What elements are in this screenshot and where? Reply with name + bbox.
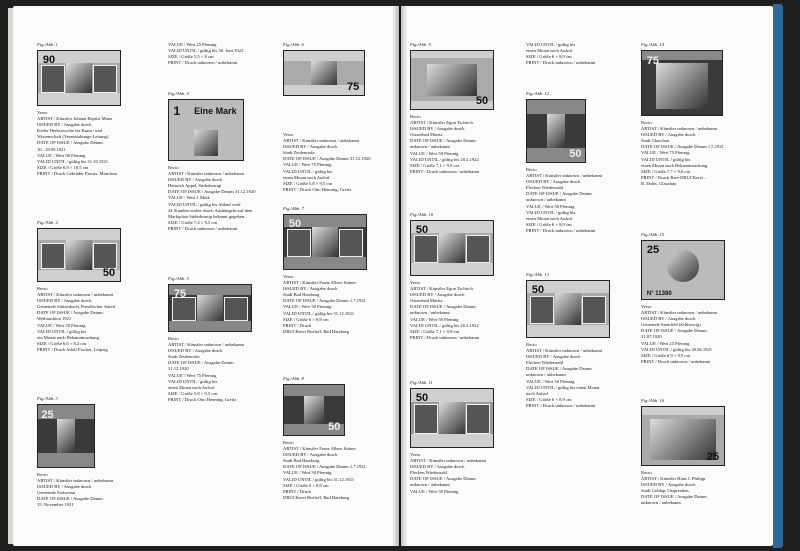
fig-caption: Fig./Abb. 14 [641, 42, 665, 47]
banknote-image [410, 220, 494, 276]
banknote-image [283, 384, 345, 436]
note-value: 50 [328, 421, 341, 433]
note-value: 1 [173, 103, 181, 118]
entry-text: Recto ARTIST / Künstler unknown / unbekannt ISSUED BY / Ausgabe durch Flecken Wiedensahl DATE OF ISSUE / Ausgabe Datum unknown / unbekannt VALUE / Wert 50 Pfennig VALID UNTIL / gültig bis einen Monat nach Aufruf SIZE / Größe 6 × 8,9 cm PRINT / Druck unknown / unbekannt [526, 167, 603, 233]
entry-text: Recto ARTIST / Künstler unknown / unbekannt ISSUED BY / Ausgabe durch Stadt Zeulenroda DATE OF ISSUE / Ausgabe Datum 31.12.1920 VALUE / Wert 75 Pfennig VALID UNTIL / gültig bis einen Monat nach Aufruf SIZE / Größe 5,8 × 9,5 cm PRINT / Druck Otto Henning, Greitz [168, 336, 245, 402]
fig-caption: Fig./Abb. 1 [37, 42, 58, 47]
banknote-image [641, 50, 723, 116]
fig-caption: Fig./Abb. 9 [410, 42, 431, 47]
entry-fig-15 [641, 232, 759, 365]
note-value: 75 [346, 81, 360, 94]
entry-text: Recto ARTIST / Künstler unknown / unbekannt ISSUED BY / Ausgabe durch Gemeinde Stolzenau DATE OF ISSUE / Ausgabe Datum 15. November 1921 [37, 472, 114, 508]
note-value: 50 [475, 94, 489, 107]
right-page [401, 6, 773, 546]
entry-fig-12 [526, 91, 644, 234]
entry-text: Recto ARTIST / Künstler Egon Tschirch ISSUED BY / Ausgabe durch Ostseebad Müritz DATE OF ISSUE / Ausgabe Datum unknown / unbekannt VALUE / Wert 50 Pfennig VALID UNTIL / gültig bis 20.2.1922 SIZE / Größe 7,1 × 9,9 cm PRINT / Druck unknown / unbekannt [410, 114, 480, 174]
entry-text: Verso ARTIST / Künstler Egon Tschirch ISSUED BY / Ausgabe durch Ostseebad Müritz DATE OF ISSUE / Ausgabe Datum unknown / unbekannt VALUE / Wert 50 Pfennig VALID UNTIL / gültig bis 20.2.1922 SIZE / Größe 7,1 × 9,9 cm PRINT / Druck unknown / unbekannt [410, 280, 480, 340]
left-page [13, 6, 399, 546]
note-value: 50 [102, 266, 116, 279]
fig-caption: Fig./Abb. 13 [526, 272, 550, 277]
note-value: 75 [646, 54, 660, 67]
note-value: 90 [42, 54, 56, 67]
note-value: 50 [415, 392, 429, 405]
entry-fig-8 [283, 376, 399, 501]
book-gutter [392, 6, 408, 546]
banknote-image [410, 388, 494, 448]
fig-caption: Fig./Abb. 2 [37, 220, 58, 225]
banknote-image [168, 284, 252, 332]
entry-text: Recto ARTIST / Künstler unknown / unbekannt ISSUED BY / Ausgabe durch Heinrich Appel, Süderbrarup DATE OF ISSUE / Ausgabe Datum 31.12.1920 VALUE / Wert 1 Mark VALID UNTIL / gültig bis Ablauf wird 24 Stunden vorher durch Aushängeln auf dem Marktplatz Süderbrarup bekannt gegeben. SIZE / Größe 7,4 × 9,5 cm PRINT / Druck unknown / unbekannt [168, 165, 256, 231]
fig-caption: Fig./Abb. 4 [168, 91, 189, 96]
entry-fig-7 [283, 206, 399, 335]
banknote-image [37, 228, 121, 282]
entry-fig-14 [641, 42, 759, 187]
banknote-image [641, 406, 725, 466]
fig-caption: Fig./Abb. 12 [526, 91, 550, 96]
fig-caption: Fig./Abb. 7 [283, 206, 304, 211]
entry-fig-10 [410, 212, 528, 341]
entry-fig-3 [37, 396, 155, 509]
note-title: Eine Mark [194, 106, 237, 116]
note-value: 50 [569, 147, 582, 160]
banknote-image [168, 99, 244, 161]
fig-caption: Fig./Abb. 16 [641, 398, 665, 403]
entry-fig-16 [641, 398, 759, 507]
entry-text: Verso ARTIST / Künstler unknown / unbekannt ISSUED BY / Ausgabe durch Stadt Zeulenroda DATE OF ISSUE / Ausgabe Datum 31.12.1920 VALUE / Wert 75 Pfennig VALID UNTIL / gültig bis einen Monat nach Aufruf SIZE / Größe 5,8 × 9,5 cm PRINT / Druck Otto Henning, Greitz [283, 132, 371, 192]
cover-edge [773, 4, 783, 548]
fig-caption: Fig./Abb. 5 [168, 276, 189, 281]
entry-text: VALID UNTIL / gültig bis einen Monat nach Aufruf SIZE / Größe 6 × 8,9 cm PRINT / Druck unknown / unbekannt [526, 42, 596, 66]
note-value: 75 [173, 287, 187, 300]
banknote-image [283, 214, 367, 270]
entry-fig-6 [283, 42, 399, 193]
fig-caption: Fig./Abb. 8 [283, 376, 304, 381]
banknote-image [283, 50, 365, 96]
banknote-image [526, 280, 610, 338]
entry-text: Recto ARTIST / Künstler unknown / unbekannt ISSUED BY / Ausgabe durch Flecken Wiedensahl DATE OF ISSUE / Ausgabe Datum unknown / unbekannt VALUE / Wert 50 Pfennig VALID UNTIL / gültig bis einen Monat nach Aufruf SIZE / Größe 6 × 8,9 cm PRINT / Druck unknown / unbekannt [526, 342, 603, 408]
banknote-image [526, 99, 586, 163]
entry-fig-9 [410, 42, 528, 175]
note-value: 50 [531, 284, 545, 297]
entry-fig-4 [168, 91, 286, 232]
entry-continued [168, 42, 286, 66]
entry-text: VALUE / Wert 25 Pfennig VALID UNTIL / gültig bis 30. Juni 1922 SIZE / Größe 5,5 × 8 cm PRINT / Druck unknown / unbekannt [168, 42, 244, 66]
banknote-image [641, 240, 725, 300]
entry-text: Verso ARTIST / Künstler unknown / unbekannt ISSUED BY / Ausgabe durch Gemeinde Steinfeld (Schleswig) DATE OF ISSUE / Ausgabe Datum 31.07.1920 VALUE / Wert 25 Pfennig VALID UNTIL / gültig bis 30.06.1921 SIZE / Größe 6,9 × 9,9 cm PRINT / Druck unknown / unbekannt [641, 304, 718, 364]
entry-fig-11 [410, 380, 528, 495]
fig-caption: Fig./Abb. 6 [283, 42, 304, 47]
entry-text: Verso ARTIST / Künstler unknown / unbekannt ISSUED BY / Ausgabe durch Flecken Wiedensahl DATE OF ISSUE / Ausgabe Datum unknown / unbekannt VALUE / Wert 50 Pfennig [410, 452, 487, 494]
note-value: 25 [706, 450, 720, 463]
fig-caption: Fig./Abb. 10 [410, 212, 434, 217]
note-value: 25 [41, 408, 54, 421]
entry-fig-2 [37, 220, 155, 353]
entry-continued [526, 42, 644, 66]
entry-fig-13 [526, 272, 644, 409]
note-value: 50 [415, 224, 429, 237]
entry-text: Recto ARTIST / Künstler Franz Albert Jüttner ISSUED BY / Ausgabe durch Stadt Bad Harzburg DATE OF ISSUE / Ausgabe Datum 1.7.1921 VALUE / Wert 50 Pfennig VALID UNTIL / gültig bis 31.12.1921 SIZE / Größe 6 × 8,9 cm PRINT / Druck DRUCKerei Roeloff, Bad Harzburg [283, 440, 366, 500]
note-value: 50 [288, 218, 302, 231]
fig-caption: Fig./Abb. 11 [410, 380, 433, 385]
entry-fig-1 [37, 42, 155, 177]
entry-text: Verso ARTIST / Künstler Johann Baptist Maier ISSUED BY / Ausgabe durch Kieler Herbstwoche für Kunst- und Wissenschaft (Veranstaltungs-Leitung) DATE OF ISSUE / Ausgabe Datum 10.–18.09.1921 VALUE / Wert 90 Pfennig VALID UNTIL / gültig bis 31.10.1921 SIZE / Größe 6,9 × 10,5 cm PRINT / Druck Gebrüder Parcus, München [37, 110, 117, 176]
banknote-image [410, 50, 494, 110]
entry-text: Recto ARTIST / Künstler Hans J. Philipp ISSUED BY / Ausgabe durch Stadt Goldap, Ostpreußen DATE OF ISSUE / Ausgabe Datum unknown / unbekannt [641, 470, 707, 506]
entry-text: Recto ARTIST / Künstler unknown / unbekannt ISSUED BY / Ausgabe durch Gemeinde Stützerbach, Preußischer Anteil DATE OF ISSUE / Ausgabe Datum Weihnachten 1921 VALUE / Wert 50 Pfennig VALID UNTIL / gültig bis ein Monat nach Bekanntmachung SIZE / Größe 6,6 × 8,2 cm PRINT / Druck Adolf Fischer, Leipzig [37, 286, 116, 352]
banknote-image [37, 50, 121, 106]
entry-text: Verso ARTIST / Künstler Franz Albert Jüttner ISSUED BY / Ausgabe durch Stadt Bad Harzburg DATE OF ISSUE / Ausgabe Datum 1.7.1921 VALUE / Wert 50 Pfennig VALID UNTIL / gültig bis 31.12.1921 SIZE / Größe 6 × 8,9 cm PRINT / Druck DRUCKerei Roeloff, Bad Harzburg [283, 274, 366, 334]
note-serial: N° 11380 [646, 290, 672, 297]
banknote-image [37, 404, 95, 468]
entry-text: Recto ARTIST / Künstler unknown / unbekannt ISSUED BY / Ausgabe durch Stadt Glauchau DATE OF ISSUE / Ausgabe Datum 1.5.1921 VALUE / Wert 75 Pfennig VALID UNTIL / gültig bis einen Monat nach Bekanntmachung SIZE / Größe 7,7 × 9,6 cm PRINT / Druck Rats-DRUCKerei – R. Dohn, Glauchau [641, 120, 724, 186]
fig-caption: Fig./Abb. 3 [37, 396, 58, 401]
fig-caption: Fig./Abb. 15 [641, 232, 665, 237]
note-value: 25 [646, 244, 660, 257]
entry-fig-5 [168, 276, 286, 403]
